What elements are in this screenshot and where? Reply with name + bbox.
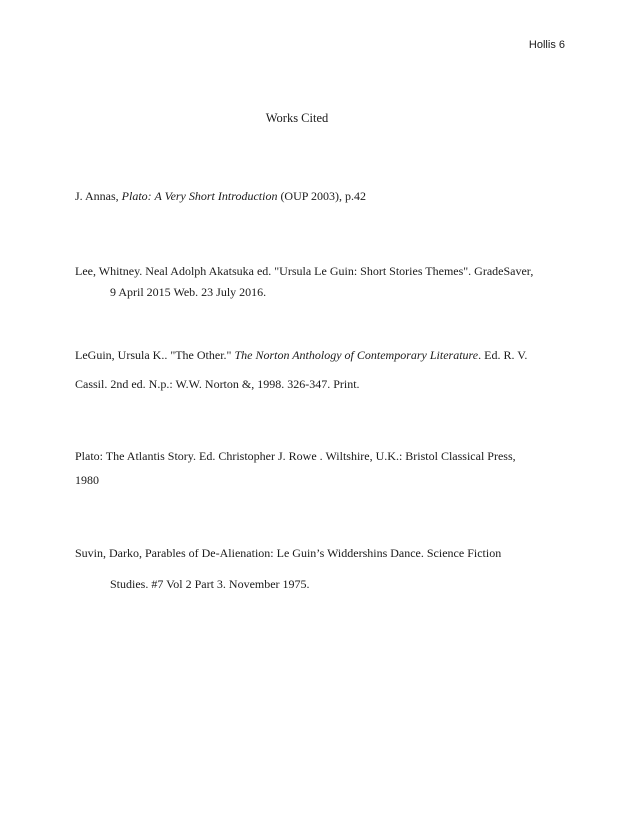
citation-suvin-line1: Suvin, Darko, Parables of De-Alienation: Le Guin’s Widdershins Dance. Science Fiction — [75, 546, 502, 560]
page-title: Works Cited — [265, 111, 329, 125]
page-header-label: Hollis 6 — [528, 39, 565, 51]
citation-leguin-line2: Cassil. 2nd ed. N.p.: W.W. Norton &, 1998. 326-347. Print. — [75, 377, 360, 391]
citation-plato-line1: Plato: The Atlantis Story. Ed. Christopher J. Rowe . Wiltshire, U.K.: Bristol Classical Press, — [75, 449, 516, 463]
citation-plato-line2: 1980 — [75, 473, 99, 487]
citation-annas: J. Annas, Plato: A Very Short Introduction (OUP 2003), p.42 — [75, 189, 366, 203]
citation-leguin-line1: LeGuin, Ursula K.. "The Other." The Norton Anthology of Contemporary Literature. Ed. R. V. — [75, 348, 528, 362]
citation-lee-line1: Lee, Whitney. Neal Adolph Akatsuka ed. "Ursula Le Guin: Short Stories Themes". GradeSaver, — [75, 264, 534, 278]
citation-suvin-line2: Studies. #7 Vol 2 Part 3. November 1975. — [110, 577, 310, 591]
citation-lee-line2: 9 April 2015 Web. 23 July 2016. — [110, 285, 267, 299]
